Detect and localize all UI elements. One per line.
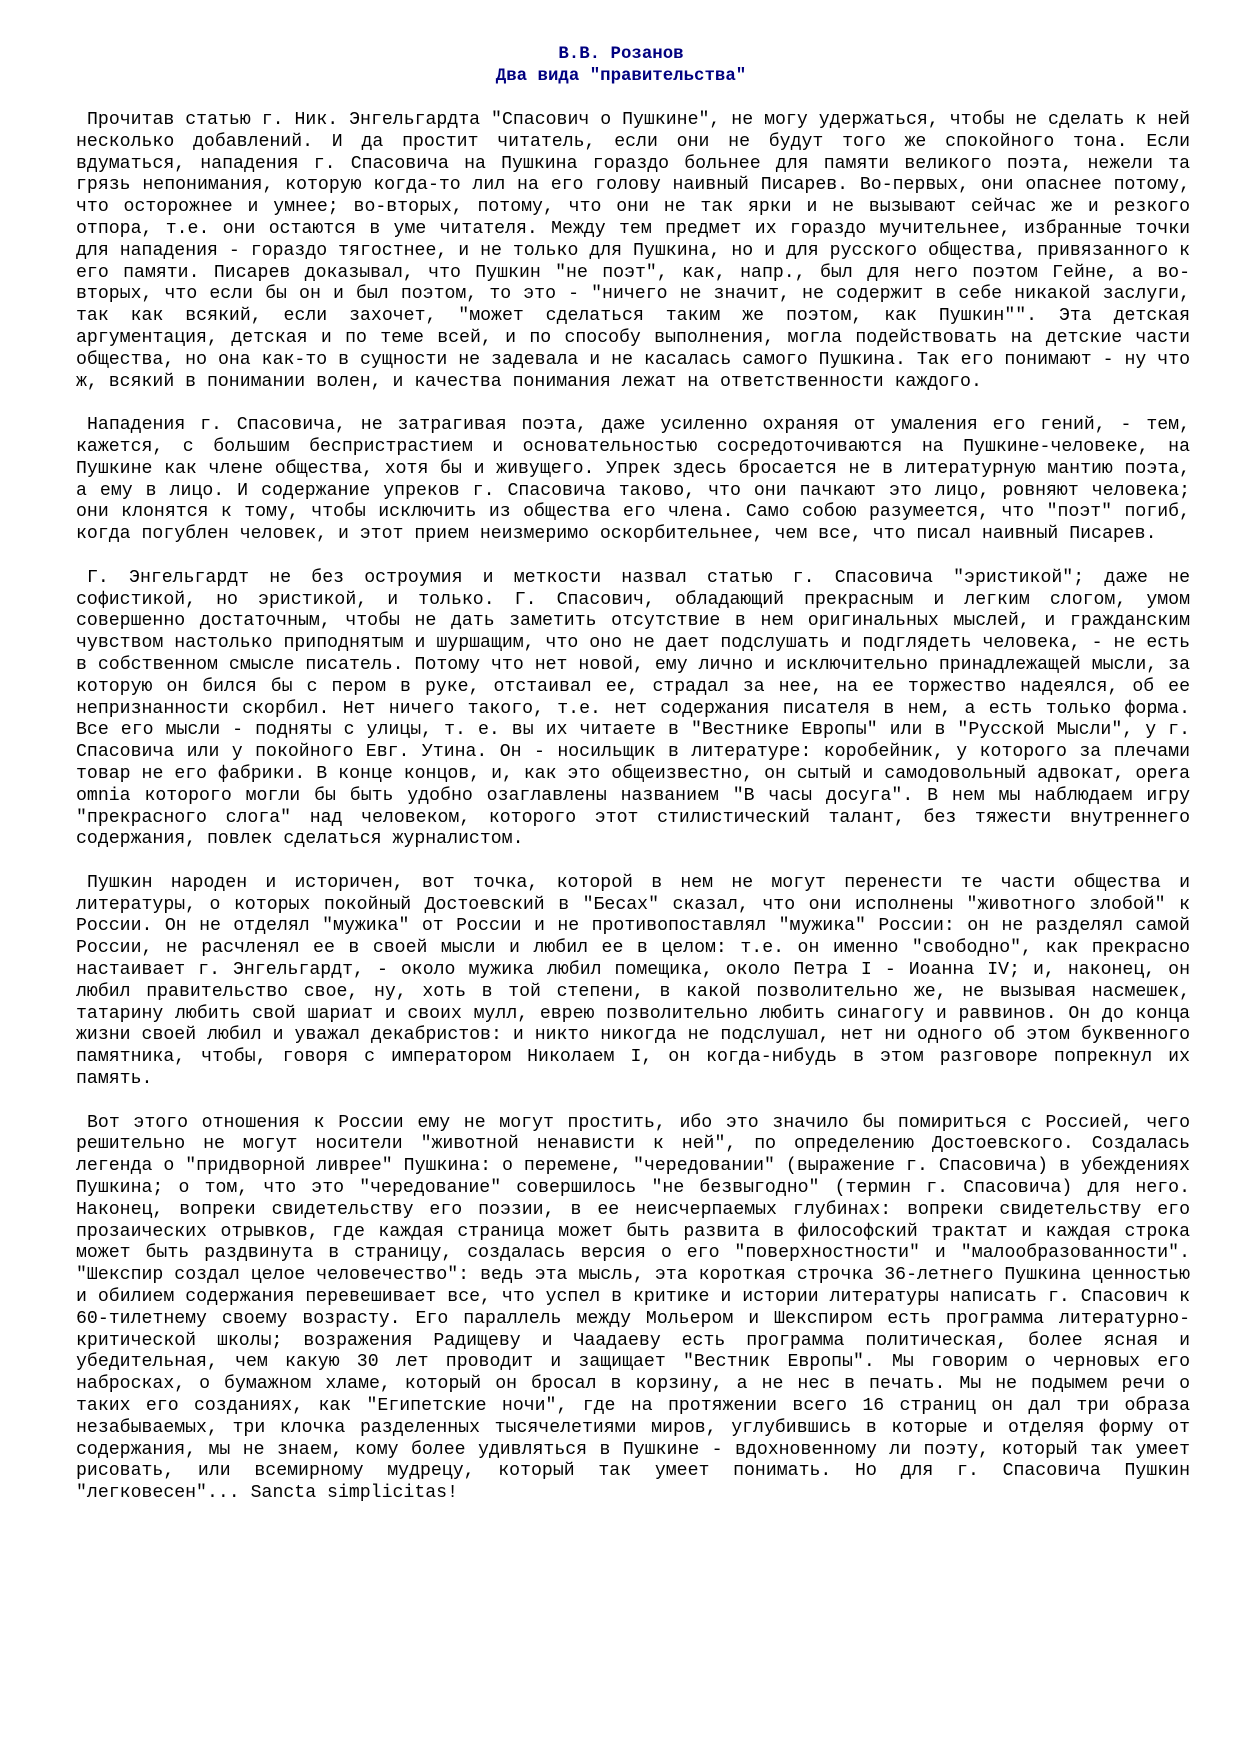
paragraph-1: Прочитав статью г. Ник. Энгельгардта "Спасович о Пушкине", не могу удержаться, чтобы не сделать к ней несколько добавлений. И да простит читатель, если они не будут того же спокойного тона. Если вдуматься, нападения г. Спасовича на Пушкина гораздо больнее для памяти великого поэта, нежели та грязь непонимания, которую когда-то лил на его голову наивный Писарев. Во-первых, они опаснее потому, что осторожнее и умнее; во-вторых, потому, что они не так ярки и не вызывают сейчас же и резкого отпора, т.е. они остаются в уме читателя. Между тем предмет их гораздо мучительнее, избранные точки для нападения - гораздо тягостнее, и не только для Пушкина, но и для русского общества, привязанного к его памяти. Писарев доказывал, что Пушкин "не поэт", как, напр., был для него поэтом Гейне, а во-вторых, что если бы он и был поэтом, то это - "ничего не значит, не содержит в себе никакой заслуги, так как всякий, если захочет, "может сделаться таким же поэтом, как Пушкин"". Эта детская аргументация, детская и по теме всей, и по способу выполнения, могла подействовать на детские части общества, но она как-то в сущности не задевала и не касалась самого Пушкина. Так его понимают - ну что ж, всякий в понимании волен, и качества понимания лежат на ответственности каждого. bbox=[76, 110, 1190, 392]
paragraph-5: Вот этого отношения к России ему не могут простить, ибо это значило бы помириться с Россией, чего решительно не могут носители "животной ненависти к ней", по определению Достоевского. Создалась легенда о "придворной ливрее" Пушкина: о перемене, "чередовании" (выражение г. Спасовича) в убеждениях Пушкина; о том, что это "чередование" совершилось "не безвыгодно" (термин г. Спасовича) для него. Наконец, вопреки свидетельству его поэзии, в ее неисчерпаемых глубинах: вопреки свидетельству его прозаических отрывков, где каждая страница может быть развита в философский трактат и каждая строка может быть раздвинута в страницу, создалась версия о его "поверхностности" и "малообразованности". "Шекспир создал целое человечество": ведь эта мысль, эта короткая строчка 36-летнего Пушкина ценностью и обилием содержания перевешивает все, что успел в критике и истории литературы написать г. Спасович к 60-тилетнему своему возрасту. Его параллель между Мольером и Шекспиром есть программа литературно-критической школы; возражения Радищеву и Чаадаеву есть программа политическая, более ясная и убедительная, чем какую 30 лет проводит и защищает "Вестник Европы". Мы говорим о черновых его набросках, о бумажном хламе, который он бросал в корзину, а не нес в печать. Мы не подымем речи о таких его созданиях, как "Египетские ночи", где на протяжении всего 16 страниц он дал три образа незабываемых, три клочка разделенных тысячелетиями миров, углубившись в которые и отделяя форму от содержания, мы не знаем, кому более удивляться в Пушкине - вдохновенному ли поэту, который так умеет рисовать, или всемирному мудрецу, который так умеет понимать. Но для г. Спасовича Пушкин "легковесен"... Sancta simplicitas! bbox=[76, 1112, 1190, 1504]
document-page bbox=[76, 44, 1190, 1527]
paragraph-4: Пушкин народен и историчен, вот точка, которой в нем не могут перенести те части общества и литературы, о которых покойный Достоевский в "Бесах" сказал, что они исполнены "животного злобой" к России. Он не отделял "мужика" от России и не противопоставлял "мужика" России: он не разделял самой России, не расчленял ее в своей мысли и любил ее в целом: т.е. он именно "свободно", как прекрасно настаивает г. Энгельгардт, - около мужика любил помещика, около Петра I - Иоанна IV; и, наконец, он любил правительство свое, ну, хоть в той степени, в какой позволительно же, не вызывая насмешек, татарину любить свой шариат и своих мулл, еврею позволительно любить синагогу и раввинов. Он до конца жизни своей любил и уважал декабристов: и никто никогда не подслушал, нет ни одного об этом буквенного памятника, чтобы, говоря с императором Николаем I, он когда-нибудь в этом разговоре попрекнул их память. bbox=[76, 872, 1190, 1090]
document-header bbox=[52, 44, 1190, 88]
document-title: Два вида "правительства" bbox=[495, 67, 747, 86]
paragraph-2: Нападения г. Спасовича, не затрагивая поэта, даже усиленно охраняя от умаления его гений, - тем, кажется, с большим беспристрастием и основательностью сосредоточиваются на Пушкине-человеке, на Пушкине как члене общества, хотя бы и живущего. Упрек здесь бросается не в литературную мантию поэта, а ему в лицо. И содержание упреков г. Спасовича таково, что они пачкают это лицо, ровняют человека; они клонятся к тому, чтобы исключить из общества его члена. Само собою разумеется, что "поэт" погиб, когда погублен человек, и этот прием неизмеримо оскорбительнее, чем все, что писал наивный Писарев. bbox=[76, 415, 1190, 545]
paragraph-3: Г. Энгельгардт не без остроумия и меткости назвал статью г. Спасовича "эристикой"; даже не софистикой, но эристикой, и только. Г. Спасович, обладающий прекрасным и легким слогом, умом совершенно достаточным, чтобы не дать заметить отсутствие в нем оригинальных мыслей, и гражданским чувством настолько приподнятым и шуршащим, что оно не дает подслушать и подглядеть человека, - не есть в собственном смысле писатель. Потому что нет новой, ему лично и исключительно принадлежащей мысли, за которую он бился бы с пером в руке, отстаивал ее, страдал за нее, на ее торжество надеялся, об ее непризнанности скорбил. Нет ничего такого, т.е. нет содержания писателя в нем, а есть только форма. Все его мысли - подняты с улицы, т. е. вы их читаете в "Вестнике Европы" или в "Русской Мысли", у г. Спасовича или у покойного Евг. Утина. Он - носильщик в литературе: коробейник, у которого за плечами товар не его фабрики. В конце концов, и, как это общеизвестно, он сытый и самодовольный адвокат, opera omnia которого могли бы быть удобно озаглавлены названием "В часы досуга". В нем мы наблюдаем игру "прекрасного слога" над человеком, которого этот стилистический талант, без тяжести внутреннего содержания, повлек сделаться журналистом. bbox=[76, 567, 1190, 850]
author-name: В.В. Розанов bbox=[558, 45, 684, 64]
